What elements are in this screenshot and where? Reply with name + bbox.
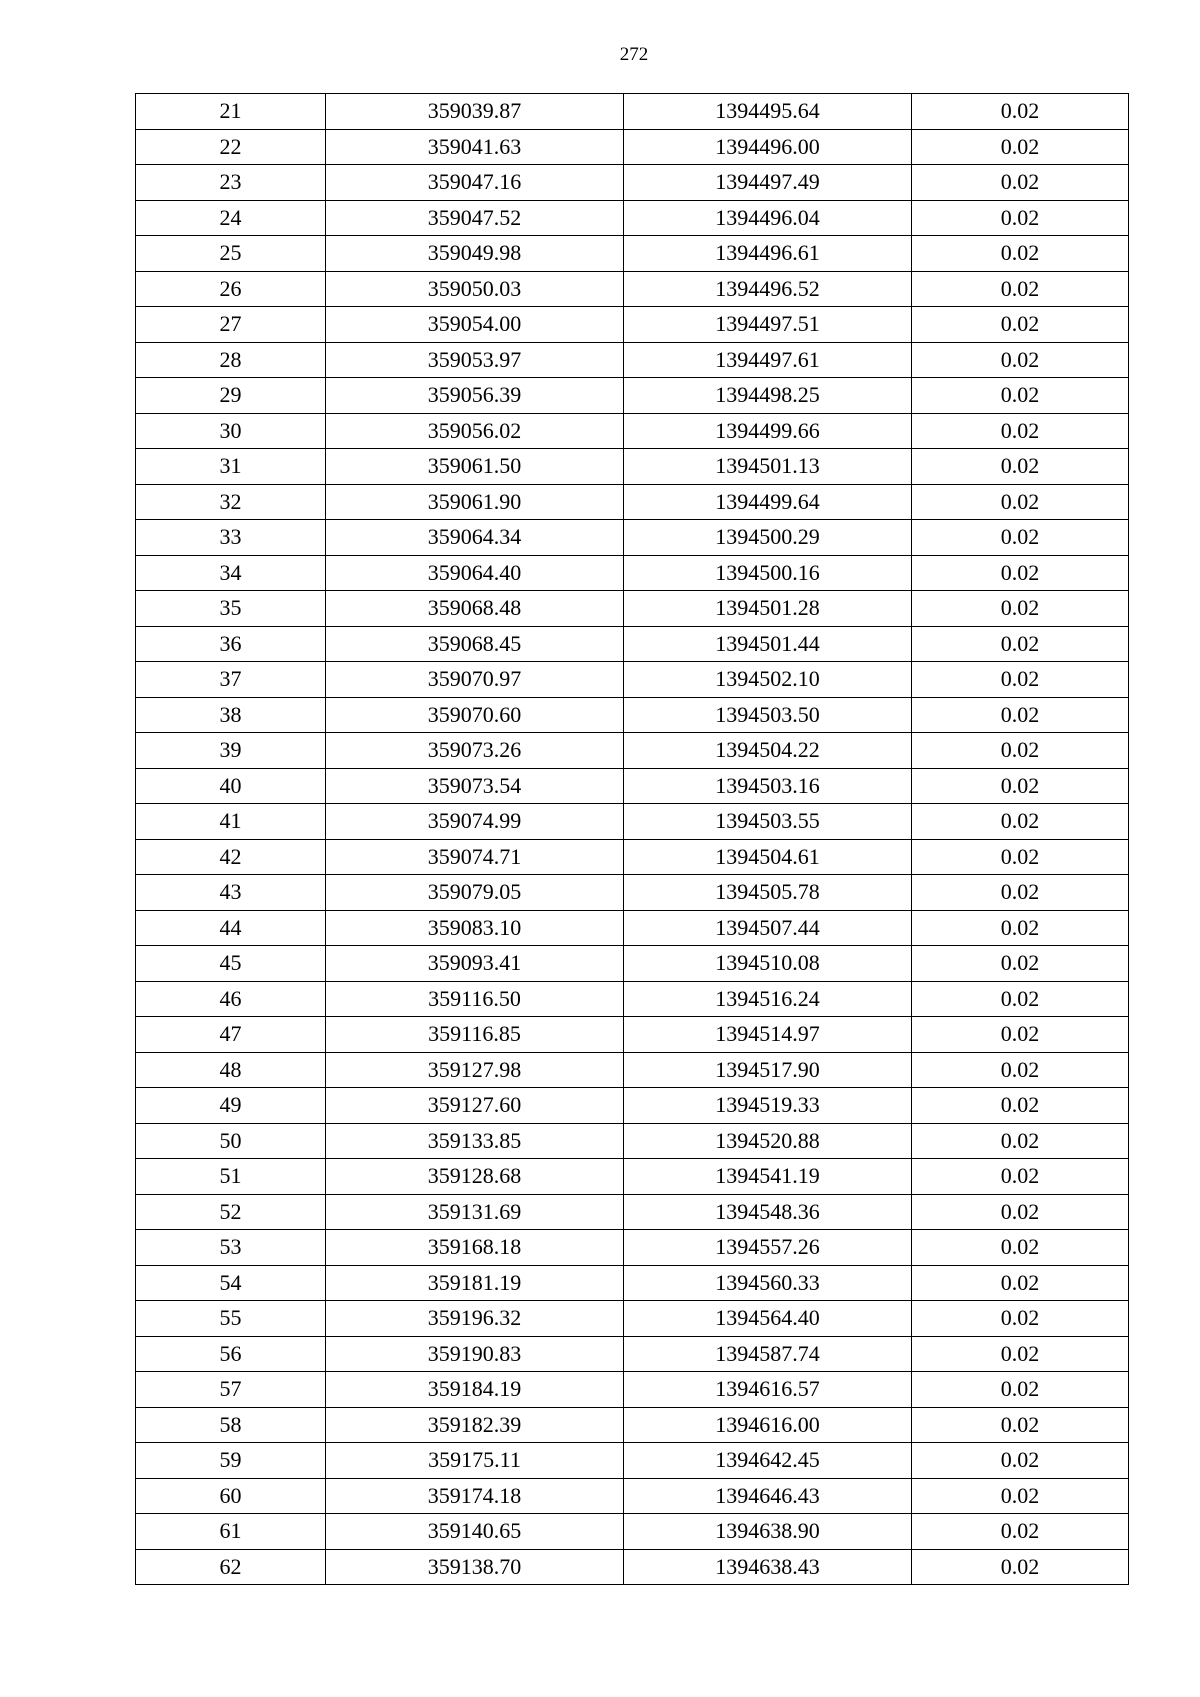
y-coordinate-cell: 1394517.90	[624, 1052, 912, 1088]
error-cell: 0.02	[912, 768, 1129, 804]
table-row	[136, 236, 1129, 272]
point-number-cell: 50	[136, 1123, 326, 1159]
table-row	[136, 1336, 1129, 1372]
y-coordinate-cell: 1394498.25	[624, 378, 912, 414]
x-coordinate-cell: 359181.19	[326, 1265, 624, 1301]
error-cell: 0.02	[912, 591, 1129, 627]
x-coordinate-cell: 359073.26	[326, 733, 624, 769]
error-cell: 0.02	[912, 1336, 1129, 1372]
point-number-cell: 46	[136, 981, 326, 1017]
y-coordinate-cell: 1394507.44	[624, 910, 912, 946]
table-row	[136, 768, 1129, 804]
y-coordinate-cell: 1394497.61	[624, 342, 912, 378]
y-coordinate-cell: 1394501.28	[624, 591, 912, 627]
x-coordinate-cell: 359053.97	[326, 342, 624, 378]
y-coordinate-cell: 1394496.04	[624, 200, 912, 236]
error-cell: 0.02	[912, 804, 1129, 840]
point-number-cell: 57	[136, 1372, 326, 1408]
y-coordinate-cell: 1394514.97	[624, 1017, 912, 1053]
table-row	[136, 342, 1129, 378]
point-number-cell: 24	[136, 200, 326, 236]
point-number-cell: 34	[136, 555, 326, 591]
point-number-cell: 61	[136, 1514, 326, 1550]
x-coordinate-cell: 359070.60	[326, 697, 624, 733]
x-coordinate-cell: 359056.02	[326, 413, 624, 449]
point-number-cell: 29	[136, 378, 326, 414]
point-number-cell: 54	[136, 1265, 326, 1301]
error-cell: 0.02	[912, 662, 1129, 698]
table-row	[136, 1052, 1129, 1088]
table-row	[136, 626, 1129, 662]
y-coordinate-cell: 1394587.74	[624, 1336, 912, 1372]
table-row	[136, 1514, 1129, 1550]
table-row	[136, 271, 1129, 307]
point-number-cell: 59	[136, 1443, 326, 1479]
point-number-cell: 51	[136, 1159, 326, 1195]
point-number-cell: 45	[136, 946, 326, 982]
error-cell: 0.02	[912, 520, 1129, 556]
y-coordinate-cell: 1394499.66	[624, 413, 912, 449]
x-coordinate-cell: 359182.39	[326, 1407, 624, 1443]
y-coordinate-cell: 1394519.33	[624, 1088, 912, 1124]
point-number-cell: 44	[136, 910, 326, 946]
table-row	[136, 839, 1129, 875]
error-cell: 0.02	[912, 307, 1129, 343]
x-coordinate-cell: 359140.65	[326, 1514, 624, 1550]
x-coordinate-cell: 359168.18	[326, 1230, 624, 1266]
x-coordinate-cell: 359116.85	[326, 1017, 624, 1053]
y-coordinate-cell: 1394503.55	[624, 804, 912, 840]
y-coordinate-cell: 1394560.33	[624, 1265, 912, 1301]
point-number-cell: 31	[136, 449, 326, 485]
y-coordinate-cell: 1394642.45	[624, 1443, 912, 1479]
point-number-cell: 33	[136, 520, 326, 556]
table-row	[136, 697, 1129, 733]
error-cell: 0.02	[912, 1123, 1129, 1159]
coordinates-table-body	[136, 94, 1129, 1585]
x-coordinate-cell: 359068.48	[326, 591, 624, 627]
x-coordinate-cell: 359074.71	[326, 839, 624, 875]
point-number-cell: 60	[136, 1478, 326, 1514]
error-cell: 0.02	[912, 378, 1129, 414]
point-number-cell: 47	[136, 1017, 326, 1053]
y-coordinate-cell: 1394557.26	[624, 1230, 912, 1266]
x-coordinate-cell: 359056.39	[326, 378, 624, 414]
y-coordinate-cell: 1394495.64	[624, 94, 912, 130]
error-cell: 0.02	[912, 1017, 1129, 1053]
table-row	[136, 875, 1129, 911]
x-coordinate-cell: 359039.87	[326, 94, 624, 130]
x-coordinate-cell: 359041.63	[326, 129, 624, 165]
point-number-cell: 38	[136, 697, 326, 733]
table-row	[136, 591, 1129, 627]
table-row	[136, 1265, 1129, 1301]
point-number-cell: 26	[136, 271, 326, 307]
y-coordinate-cell: 1394646.43	[624, 1478, 912, 1514]
table-row	[136, 946, 1129, 982]
table-row	[136, 200, 1129, 236]
x-coordinate-cell: 359054.00	[326, 307, 624, 343]
table-row	[136, 307, 1129, 343]
point-number-cell: 28	[136, 342, 326, 378]
point-number-cell: 21	[136, 94, 326, 130]
x-coordinate-cell: 359174.18	[326, 1478, 624, 1514]
x-coordinate-cell: 359131.69	[326, 1194, 624, 1230]
point-number-cell: 39	[136, 733, 326, 769]
y-coordinate-cell: 1394496.61	[624, 236, 912, 272]
y-coordinate-cell: 1394616.00	[624, 1407, 912, 1443]
x-coordinate-cell: 359074.99	[326, 804, 624, 840]
error-cell: 0.02	[912, 1514, 1129, 1550]
y-coordinate-cell: 1394503.50	[624, 697, 912, 733]
table-row	[136, 1123, 1129, 1159]
table-row	[136, 129, 1129, 165]
table-row	[136, 1088, 1129, 1124]
x-coordinate-cell: 359070.97	[326, 662, 624, 698]
table-row	[136, 1549, 1129, 1585]
error-cell: 0.02	[912, 1549, 1129, 1585]
table-row	[136, 94, 1129, 130]
point-number-cell: 43	[136, 875, 326, 911]
table-row	[136, 1230, 1129, 1266]
point-number-cell: 58	[136, 1407, 326, 1443]
table-row	[136, 1301, 1129, 1337]
x-coordinate-cell: 359128.68	[326, 1159, 624, 1195]
point-number-cell: 49	[136, 1088, 326, 1124]
error-cell: 0.02	[912, 981, 1129, 1017]
x-coordinate-cell: 359064.40	[326, 555, 624, 591]
table-row	[136, 910, 1129, 946]
error-cell: 0.02	[912, 342, 1129, 378]
x-coordinate-cell: 359093.41	[326, 946, 624, 982]
x-coordinate-cell: 359047.16	[326, 165, 624, 201]
error-cell: 0.02	[912, 839, 1129, 875]
error-cell: 0.02	[912, 129, 1129, 165]
y-coordinate-cell: 1394504.61	[624, 839, 912, 875]
point-number-cell: 37	[136, 662, 326, 698]
point-number-cell: 48	[136, 1052, 326, 1088]
point-number-cell: 36	[136, 626, 326, 662]
table-row	[136, 981, 1129, 1017]
y-coordinate-cell: 1394500.16	[624, 555, 912, 591]
point-number-cell: 25	[136, 236, 326, 272]
point-number-cell: 30	[136, 413, 326, 449]
y-coordinate-cell: 1394520.88	[624, 1123, 912, 1159]
y-coordinate-cell: 1394638.43	[624, 1549, 912, 1585]
point-number-cell: 52	[136, 1194, 326, 1230]
error-cell: 0.02	[912, 449, 1129, 485]
table-row	[136, 733, 1129, 769]
error-cell: 0.02	[912, 1230, 1129, 1266]
error-cell: 0.02	[912, 484, 1129, 520]
y-coordinate-cell: 1394516.24	[624, 981, 912, 1017]
error-cell: 0.02	[912, 271, 1129, 307]
y-coordinate-cell: 1394505.78	[624, 875, 912, 911]
y-coordinate-cell: 1394564.40	[624, 1301, 912, 1337]
table-row	[136, 1017, 1129, 1053]
x-coordinate-cell: 359068.45	[326, 626, 624, 662]
y-coordinate-cell: 1394504.22	[624, 733, 912, 769]
table-row	[136, 413, 1129, 449]
table-row	[136, 555, 1129, 591]
error-cell: 0.02	[912, 1052, 1129, 1088]
point-number-cell: 53	[136, 1230, 326, 1266]
table-row	[136, 378, 1129, 414]
point-number-cell: 23	[136, 165, 326, 201]
y-coordinate-cell: 1394638.90	[624, 1514, 912, 1550]
y-coordinate-cell: 1394501.44	[624, 626, 912, 662]
error-cell: 0.02	[912, 910, 1129, 946]
table-row	[136, 662, 1129, 698]
coordinates-table	[135, 93, 1129, 1585]
point-number-cell: 56	[136, 1336, 326, 1372]
y-coordinate-cell: 1394496.52	[624, 271, 912, 307]
error-cell: 0.02	[912, 1407, 1129, 1443]
x-coordinate-cell: 359073.54	[326, 768, 624, 804]
error-cell: 0.02	[912, 236, 1129, 272]
point-number-cell: 62	[136, 1549, 326, 1585]
y-coordinate-cell: 1394496.00	[624, 129, 912, 165]
y-coordinate-cell: 1394501.13	[624, 449, 912, 485]
x-coordinate-cell: 359116.50	[326, 981, 624, 1017]
y-coordinate-cell: 1394500.29	[624, 520, 912, 556]
x-coordinate-cell: 359175.11	[326, 1443, 624, 1479]
y-coordinate-cell: 1394497.49	[624, 165, 912, 201]
x-coordinate-cell: 359049.98	[326, 236, 624, 272]
error-cell: 0.02	[912, 1443, 1129, 1479]
point-number-cell: 22	[136, 129, 326, 165]
y-coordinate-cell: 1394548.36	[624, 1194, 912, 1230]
table-row	[136, 1443, 1129, 1479]
table-row	[136, 1372, 1129, 1408]
table-row	[136, 449, 1129, 485]
error-cell: 0.02	[912, 1159, 1129, 1195]
y-coordinate-cell: 1394503.16	[624, 768, 912, 804]
x-coordinate-cell: 359127.98	[326, 1052, 624, 1088]
x-coordinate-cell: 359079.05	[326, 875, 624, 911]
x-coordinate-cell: 359184.19	[326, 1372, 624, 1408]
error-cell: 0.02	[912, 733, 1129, 769]
y-coordinate-cell: 1394499.64	[624, 484, 912, 520]
y-coordinate-cell: 1394497.51	[624, 307, 912, 343]
x-coordinate-cell: 359138.70	[326, 1549, 624, 1585]
x-coordinate-cell: 359190.83	[326, 1336, 624, 1372]
x-coordinate-cell: 359050.03	[326, 271, 624, 307]
y-coordinate-cell: 1394541.19	[624, 1159, 912, 1195]
error-cell: 0.02	[912, 946, 1129, 982]
error-cell: 0.02	[912, 1265, 1129, 1301]
error-cell: 0.02	[912, 413, 1129, 449]
x-coordinate-cell: 359127.60	[326, 1088, 624, 1124]
table-row	[136, 1159, 1129, 1195]
x-coordinate-cell: 359061.90	[326, 484, 624, 520]
error-cell: 0.02	[912, 165, 1129, 201]
table-row	[136, 520, 1129, 556]
error-cell: 0.02	[912, 626, 1129, 662]
point-number-cell: 35	[136, 591, 326, 627]
error-cell: 0.02	[912, 555, 1129, 591]
point-number-cell: 41	[136, 804, 326, 840]
x-coordinate-cell: 359083.10	[326, 910, 624, 946]
y-coordinate-cell: 1394616.57	[624, 1372, 912, 1408]
point-number-cell: 42	[136, 839, 326, 875]
point-number-cell: 40	[136, 768, 326, 804]
page-number: 272	[619, 44, 649, 65]
x-coordinate-cell: 359133.85	[326, 1123, 624, 1159]
error-cell: 0.02	[912, 200, 1129, 236]
error-cell: 0.02	[912, 1478, 1129, 1514]
table-row	[136, 484, 1129, 520]
y-coordinate-cell: 1394510.08	[624, 946, 912, 982]
error-cell: 0.02	[912, 697, 1129, 733]
error-cell: 0.02	[912, 1372, 1129, 1408]
x-coordinate-cell: 359064.34	[326, 520, 624, 556]
error-cell: 0.02	[912, 1088, 1129, 1124]
error-cell: 0.02	[912, 875, 1129, 911]
table-row	[136, 1478, 1129, 1514]
point-number-cell: 55	[136, 1301, 326, 1337]
x-coordinate-cell: 359061.50	[326, 449, 624, 485]
x-coordinate-cell: 359196.32	[326, 1301, 624, 1337]
x-coordinate-cell: 359047.52	[326, 200, 624, 236]
table-row	[136, 1194, 1129, 1230]
table-row	[136, 1407, 1129, 1443]
error-cell: 0.02	[912, 94, 1129, 130]
error-cell: 0.02	[912, 1194, 1129, 1230]
error-cell: 0.02	[912, 1301, 1129, 1337]
point-number-cell: 27	[136, 307, 326, 343]
point-number-cell: 32	[136, 484, 326, 520]
y-coordinate-cell: 1394502.10	[624, 662, 912, 698]
table-row	[136, 804, 1129, 840]
table-row	[136, 165, 1129, 201]
